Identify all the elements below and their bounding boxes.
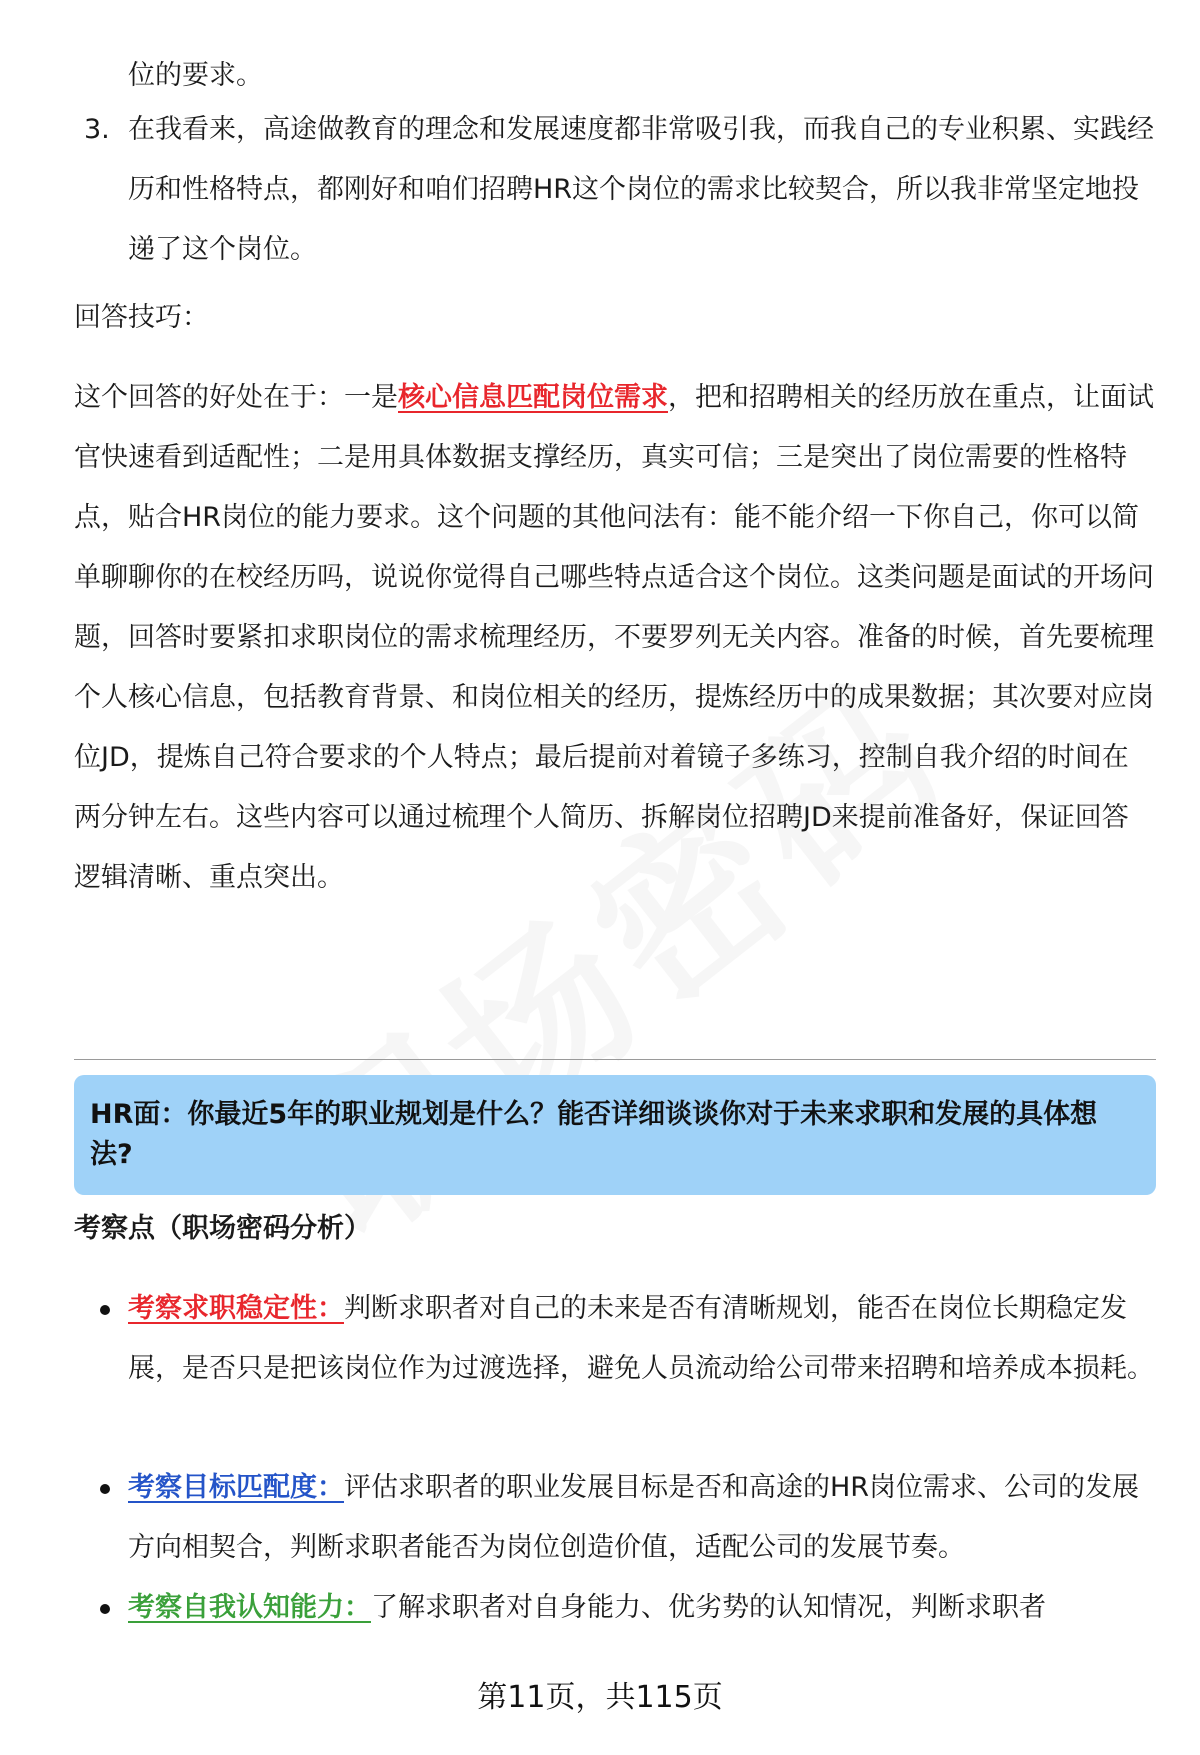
bullet-text: 判断求职者对自己的未来是否有清晰规划，能否在岗位长期稳定发展，是否只是把该岗位作为过渡选择，避免人员流动给公司带来招聘和培养成本损耗。 [128,1293,1154,1384]
tips-paragraph [74,368,1154,908]
bullet-item [74,1458,1156,1578]
bullet-dot-icon [100,1484,110,1494]
list-item-text: 在我看来，高途做教育的理念和发展速度都非常吸引我，而我自己的专业积累、实践经历和性格特点，都刚好和咱们招聘HR这个岗位的需求比较契合，所以我非常坚定地投递了这个岗位。 [128,114,1154,265]
tips-highlight: 核心信息匹配岗位需求 [398,382,668,413]
bullet-label: 考察自我认知能力： [128,1592,371,1623]
bullet-dot-icon [100,1305,110,1315]
tips-text-after: ，把和招聘相关的经历放在重点，让面试官快速看到适配性；二是用具体数据支撑经历，真实可信；三是突出了岗位需要的性格特点，贴合HR岗位的能力要求。这个问题的其他问法有：能不能介绍一下你自己，你可以简单聊聊你的在校经历吗，说说你觉得自己哪些特点适合这个岗位。这类问题是面试的开场问题，回答时要紧扣求职岗位的需求梳理经历，不要罗列无关内容。准备的时候，首先要梳理个人核心信息，包括教育背景、和岗位相关的经历，提炼经历中的成果数据；其次要对应岗位JD，提炼自己符合要求的个人特点；最后提前对着镜子多练习，控制自我介绍的时间在两分钟左右。这些内容可以通过梳理个人简历、拆解岗位招聘JD来提前准备好，保证回答逻辑清晰、重点突出。 [74,382,1154,893]
question-text: HR面：你最近5年的职业规划是什么？能否详细谈谈你对于未来求职和发展的具体想法? [90,1099,1098,1170]
section-divider [74,1059,1156,1060]
bullet-label: 考察求职稳定性： [128,1293,344,1324]
section-subheading: 考察点（职场密码分析） [74,1213,371,1244]
bullet-dot-icon [100,1604,110,1614]
tips-text-before: 这个回答的好处在于：一是 [74,382,398,413]
tips-heading: 回答技巧： [74,302,209,333]
bullet-label: 考察目标匹配度： [128,1472,344,1503]
page-footer: 第11页，共115页 [477,1680,723,1715]
bullet-item [74,1279,1156,1399]
question-box [74,1075,1156,1195]
bullet-text: 了解求职者对自身能力、优劣势的认知情况，判断求职者 [371,1592,1046,1623]
list-number: 3. [84,114,110,145]
list-continuation-text: 位的要求。 [128,60,263,91]
bullet-text: 评估求职者的职业发展目标是否和高途的HR岗位需求、公司的发展方向相契合，判断求职者能否为岗位创造价值，适配公司的发展节奏。 [128,1472,1140,1563]
bullet-item [74,1578,1156,1638]
ordered-list-item [74,100,1154,280]
